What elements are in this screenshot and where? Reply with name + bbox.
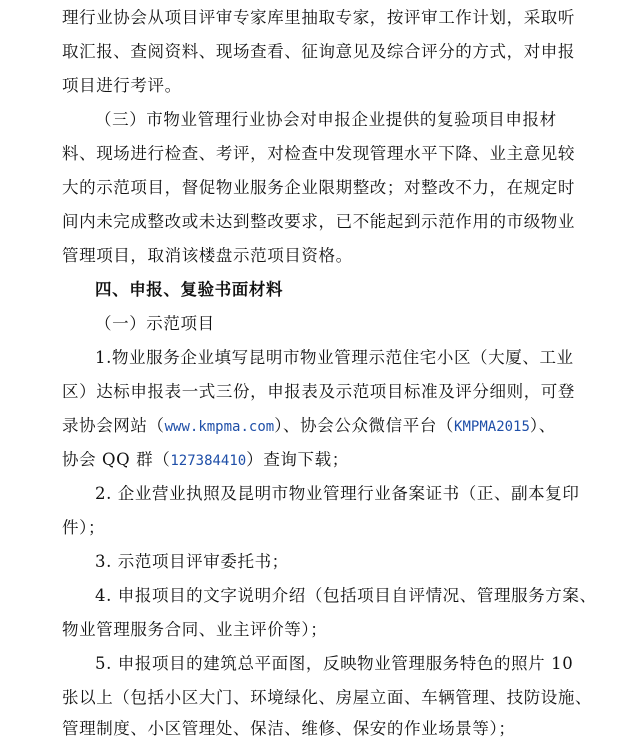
item5-line2: 张以上（包括小区大门、环境绿化、房屋立面、车辆管理、技防设施、	[62, 688, 593, 707]
para2-line2: 料、现场进行检查、考评，对检查中发现管理水平下降、业主意见较	[62, 144, 575, 163]
subsection-heading: （一）示范项目	[95, 314, 215, 333]
para2-line4: 间内未完成整改或未达到整改要求，已不能起到示范作用的市级物业	[62, 212, 575, 231]
para1-line3: 项目进行考评。	[62, 76, 182, 95]
para2-line1: （三）市物业管理行业协会对申报企业提供的复验项目申报材	[95, 110, 557, 129]
item2-line2: 件）；	[62, 518, 106, 537]
wechat-account: KMPMA2015	[454, 419, 530, 435]
item1-line1: 1.物业服务企业填写昆明市物业管理示范住宅小区（大厦、工业	[95, 348, 574, 367]
item3-line1: 3. 示范项目评审委托书；	[95, 552, 289, 571]
para1-line1: 理行业协会从项目评审专家库里抽取专家，按评审工作计划，采取听	[62, 8, 575, 27]
para2-line5: 管理项目，取消该楼盘示范项目资格。	[62, 246, 353, 265]
item5-line3: 管理制度、小区管理处、保洁、维修、保安的作业场景等）；	[62, 719, 516, 738]
item1-line4-prefix: 协会 QQ 群（	[62, 450, 171, 469]
website-link[interactable]: www.kmpma.com	[164, 419, 275, 435]
para1-line2: 取汇报、查阅资料、现场查看、征询意见及综合评分的方式，对申报	[62, 42, 575, 61]
item4-line2: 物业管理服务合同、业主评价等）；	[62, 620, 328, 639]
item4-line1: 4. 申报项目的文字说明介绍（包括项目自评情况、管理服务方案、	[95, 586, 597, 605]
para2-line3: 大的示范项目，督促物业服务企业限期整改；对整改不力，在规定时	[62, 178, 575, 197]
item1-line3-middle: ）、协会公众微信平台（	[274, 416, 455, 435]
item1-line3-prefix: 录协会网站（	[62, 416, 165, 435]
item5-line1: 5. 申报项目的建筑总平面图，反映物业管理服务特色的照片 10	[95, 654, 574, 673]
item1-line3	[62, 414, 556, 439]
item1-line3-suffix: ）、	[529, 416, 556, 435]
qq-group-number: 127384410	[170, 453, 247, 469]
item1-line2: 区）达标申报表一式三份，申报表及示范项目标准及评分细则，可登	[62, 382, 575, 401]
item1-line4-suffix: ）查询下载；	[246, 450, 349, 469]
item2-line1: 2. 企业营业执照及昆明市物业管理行业备案证书（正、副本复印	[95, 484, 580, 503]
item1-line4	[62, 448, 349, 473]
section-heading: 四、申报、复验书面材料	[95, 280, 284, 299]
